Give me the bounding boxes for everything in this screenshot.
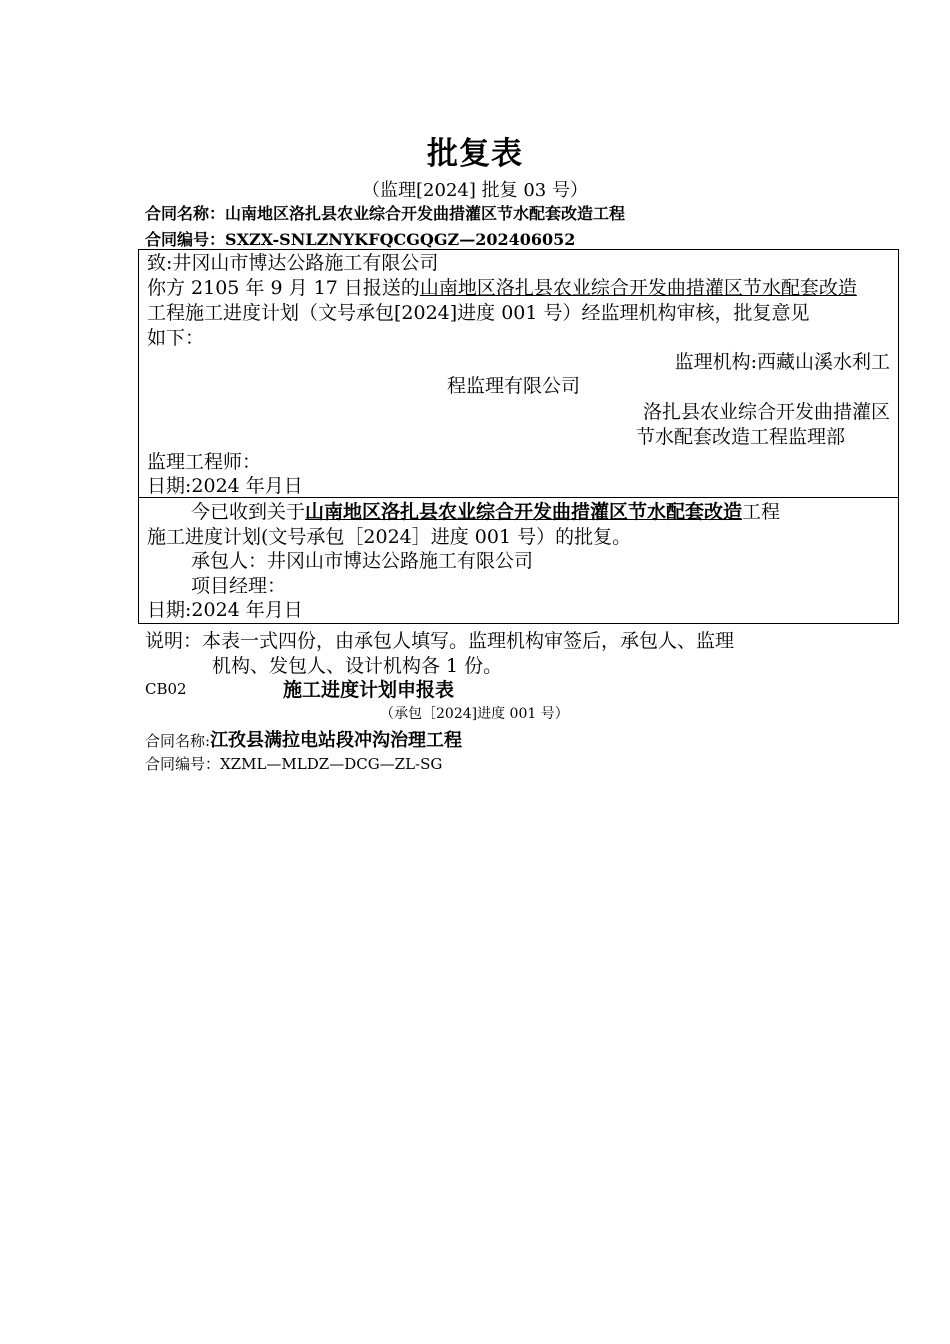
contract-no: SXZX-SNLZNYKFQCGQGZ—202406052 <box>225 230 576 249</box>
next-form-number: （承包［2024]进度 001 号） <box>380 706 569 722</box>
supervisor-org-1-cont: 程监理有限公司 <box>447 375 581 397</box>
supervisor-org-1: 监理机构:西藏山溪水利工 <box>674 351 890 373</box>
next-contract-name: 江孜县满拉电站段冲沟治理工程 <box>210 730 463 751</box>
next-contract-name-label: 合同名称: <box>145 732 211 750</box>
note-line-2: 机构、发包人、设计机构各 1 份。 <box>212 655 503 677</box>
receipt-project-name: 山南地区洛扎县农业综合开发曲措灌区节水配套改造 <box>305 501 743 523</box>
submission-line-2: 工程施工进度计划（文号承包[2024]进度 001 号）经监理机构审核，批复意见 <box>147 302 810 324</box>
contract-name: 山南地区洛扎县农业综合开发曲措灌区节水配套改造工程 <box>225 204 626 223</box>
contract-no-row <box>145 227 575 250</box>
approval-box <box>138 249 899 498</box>
submission-line-3: 如下： <box>147 327 205 349</box>
contract-no-label: 合同编号： <box>145 230 226 249</box>
note-line-1: 说明：本表一式四份，由承包人填写。监理机构审签后，承包人、监理 <box>145 630 735 652</box>
project-manager: 项目经理： <box>191 575 287 597</box>
next-contract-no: 合同编号：XZML—MLDZ—DCG—ZL-SG <box>145 755 443 773</box>
receipt-box <box>138 497 899 624</box>
receipt-date: 日期:2024 年月日 <box>147 599 303 621</box>
submission-prefix: 你方 2105 年 9 月 17 日报送的 <box>147 277 420 299</box>
addressee: 致:井冈山市博达公路施工有限公司 <box>147 252 439 274</box>
supervisor-org-2-cont: 节水配套改造工程监理部 <box>636 426 846 448</box>
approval-date: 日期:2024 年月日 <box>147 475 303 497</box>
receipt-line-1 <box>191 500 780 525</box>
contract-name-row <box>145 201 625 224</box>
document-number: （监理[2024] 批复 03 号） <box>362 180 588 201</box>
receipt-line-2: 施工进度计划(文号承包［2024］进度 001 号）的批复。 <box>147 526 632 548</box>
supervising-engineer: 监理工程师： <box>147 451 262 473</box>
form-code: CB02 <box>145 680 187 698</box>
submission-line <box>147 276 857 301</box>
contract-name-label: 合同名称： <box>145 204 226 223</box>
next-contract-name-row <box>145 726 462 752</box>
contractor: 承包人：井冈山市博达公路施工有限公司 <box>191 550 534 572</box>
supervisor-org-2: 洛扎县农业综合开发曲措灌区 <box>642 401 890 423</box>
page-title: 批复表 <box>427 136 523 172</box>
receipt-suffix: 工程 <box>742 501 781 523</box>
project-name-underlined: 山南地区洛扎县农业综合开发曲措灌区节水配套改造 <box>419 277 857 299</box>
receipt-prefix: 今已收到关于 <box>191 501 306 523</box>
next-form-title: 施工进度计划申报表 <box>283 679 455 701</box>
